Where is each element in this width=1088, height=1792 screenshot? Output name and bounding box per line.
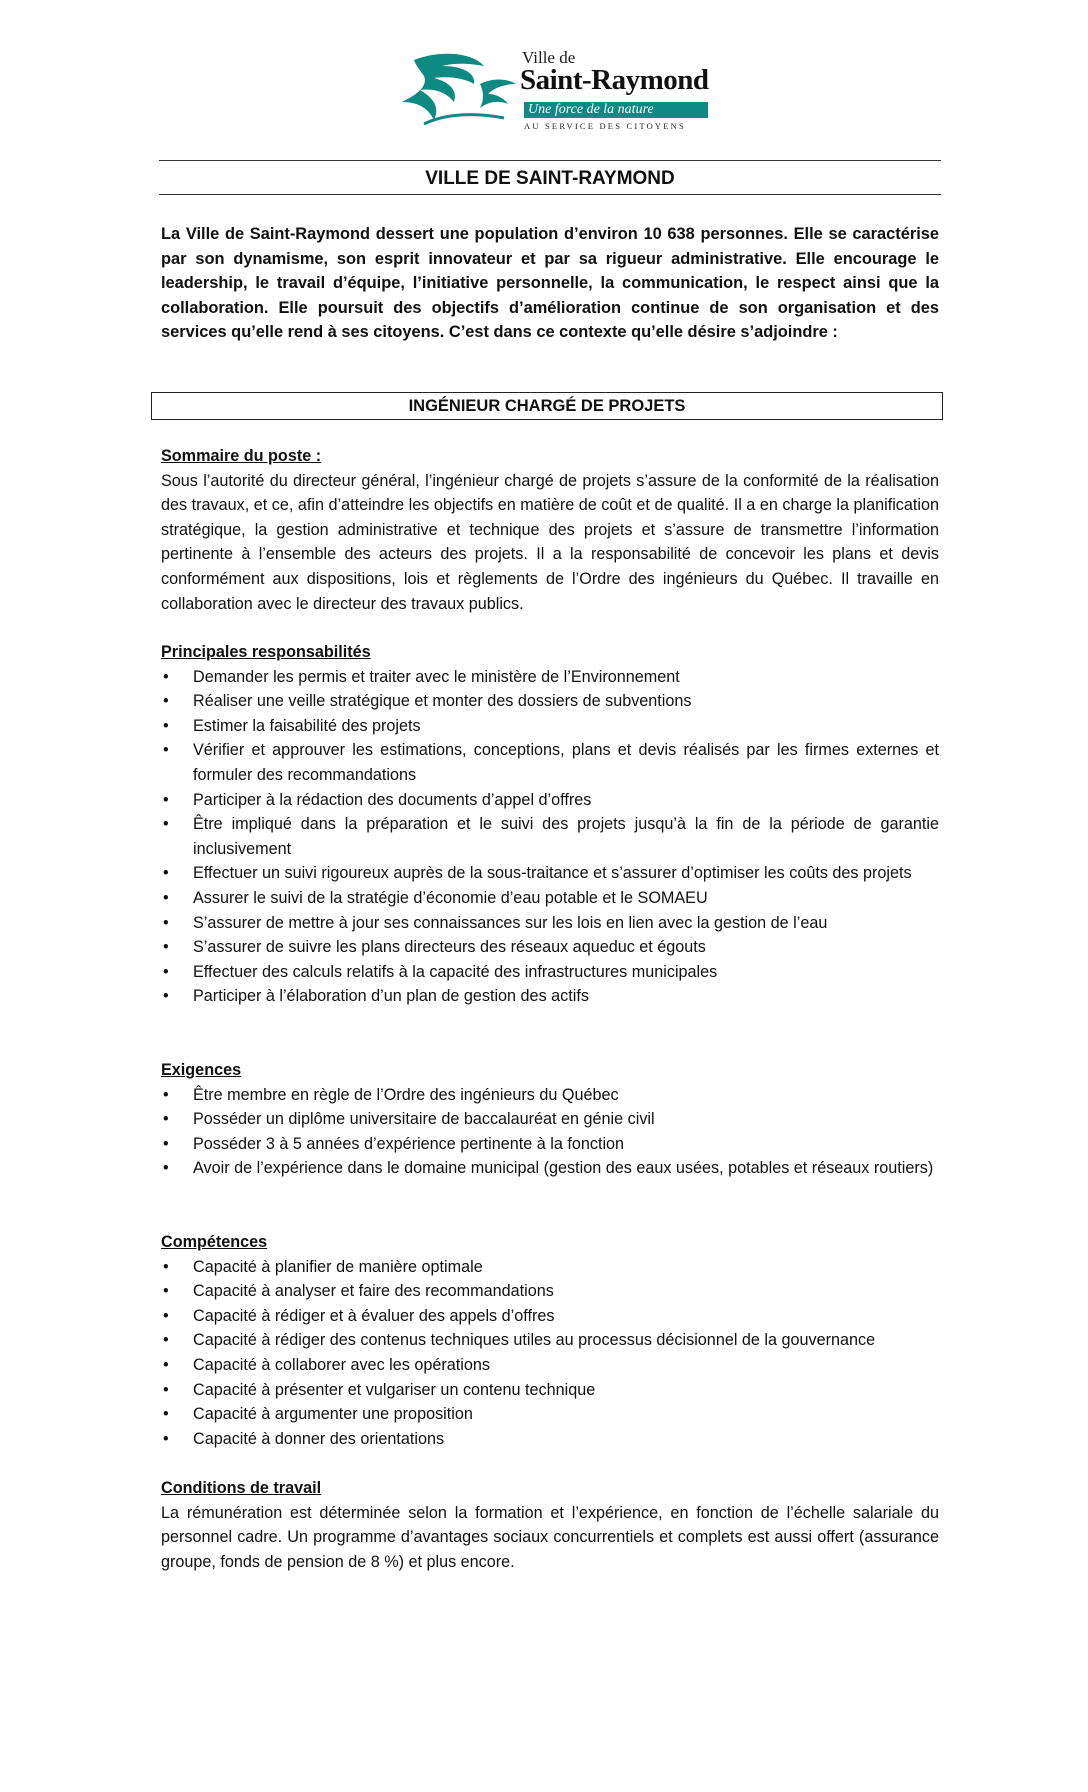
list-item-text: Être membre en règle de l’Ordre des ingénieurs du Québec <box>193 1085 619 1104</box>
list-item-text: Participer à l’élaboration d’un plan de gestion des actifs <box>193 987 589 1006</box>
bullet-icon: • <box>163 667 169 686</box>
bullet-icon: • <box>163 938 169 957</box>
logo-city-name: Saint-Raymond <box>520 64 709 96</box>
list-item <box>161 886 939 911</box>
list-item-text: Estimer la faisabilité des projets <box>193 716 421 735</box>
city-logo <box>394 44 714 134</box>
skills-heading: Compétences <box>161 1233 268 1251</box>
title-rule <box>159 194 941 195</box>
list-item-text: Demander les permis et traiter avec le ministère de l’Environnement <box>193 667 680 686</box>
list-item <box>161 861 939 886</box>
list-item <box>161 665 939 690</box>
list-item-text: Effectuer des calculs relatifs à la capacité des infrastructures municipales <box>193 962 718 981</box>
list-item <box>161 788 939 813</box>
requirements-list <box>161 1083 939 1181</box>
list-item <box>161 738 939 787</box>
summary-text: Sous l’autorité du directeur général, l’ingénieur chargé de projets s’assure de la conformité de la réalisation des travaux, et ce, afin d’atteindre les objectifs en matière de coût et de qualité. Il a en charge la planification stratégique, la gestion administrative et technique des projets et s’assure de transmettre l’information pertinente à l’ensemble des acteurs des projets. Il a la responsabilité de concevoir les plans et devis conformément aux dispositions, lois et règlements de l’Ordre des ingénieurs du Québec. Il travaille en collaboration avec le directeur des travaux publics. <box>161 471 939 613</box>
skills-section <box>161 1230 939 1451</box>
list-item-text: Réaliser une veille stratégique et monter des dossiers de subventions <box>193 692 692 711</box>
bullet-icon: • <box>163 1331 169 1350</box>
bullet-icon: • <box>163 1257 169 1276</box>
bullet-icon: • <box>163 1380 169 1399</box>
list-item-text: S’assurer de mettre à jour ses connaissances sur les lois en lien avec la gestion de l’eau <box>193 913 828 932</box>
list-item <box>161 1255 939 1280</box>
page-title: VILLE DE SAINT-RAYMOND <box>425 168 675 189</box>
list-item-text: Capacité à argumenter une proposition <box>193 1405 473 1424</box>
list-item-text: Capacité à analyser et faire des recommandations <box>193 1282 554 1301</box>
list-item-text: Avoir de l’expérience dans le domaine municipal (gestion des eaux usées, potables et réseaux routiers) <box>193 1159 934 1178</box>
list-item <box>161 689 939 714</box>
list-item-text: S’assurer de suivre les plans directeurs des réseaux aqueduc et égouts <box>193 938 706 957</box>
bullet-icon: • <box>163 1405 169 1424</box>
list-item-text: Posséder un diplôme universitaire de baccalauréat en génie civil <box>193 1110 655 1129</box>
bullet-icon: • <box>163 741 169 760</box>
list-item <box>161 960 939 985</box>
list-item <box>161 1083 939 1108</box>
bullet-icon: • <box>163 815 169 834</box>
list-item-text: Capacité à collaborer avec les opérations <box>193 1355 490 1374</box>
logo-emblem-icon <box>394 44 524 134</box>
bullet-icon: • <box>163 864 169 883</box>
summary-section <box>161 444 939 616</box>
list-item-text: Effectuer un suivi rigoureux auprès de la sous-traitance et s’assurer d’optimiser les coûts des projets <box>193 864 912 883</box>
bullet-icon: • <box>163 790 169 809</box>
list-item-text: Posséder 3 à 5 années d’expérience pertinente à la fonction <box>193 1134 625 1153</box>
list-item-text: Capacité à planifier de manière optimale <box>193 1257 483 1276</box>
job-title-box: INGÉNIEUR CHARGÉ DE PROJETS <box>151 392 943 420</box>
list-item <box>161 1156 939 1181</box>
bullet-icon: • <box>163 1134 169 1153</box>
logo-ville-text: Ville de <box>522 48 576 67</box>
list-item <box>161 1304 939 1329</box>
responsibilities-section <box>161 640 939 1009</box>
bullet-icon: • <box>163 1429 169 1448</box>
bullet-icon: • <box>163 716 169 735</box>
list-item <box>161 714 939 739</box>
list-item <box>161 984 939 1009</box>
list-item-text: Assurer le suivi de la stratégie d’économie d’eau potable et le SOMAEU <box>193 888 708 907</box>
bullet-icon: • <box>163 692 169 711</box>
list-item <box>161 911 939 936</box>
bullet-icon: • <box>163 962 169 981</box>
bullet-icon: • <box>163 913 169 932</box>
list-item-text: Participer à la rédaction des documents d’appel d’offres <box>193 790 592 809</box>
conditions-text: La rémunération est déterminée selon la formation et l’expérience, en fonction de l’échelle salariale du personnel cadre. Un programme d’avantages sociaux concurrentiels et complets est aussi offert (assurance groupe, fonds de pension de 8 %) et plus encore. <box>161 1503 939 1571</box>
list-item <box>161 1427 939 1452</box>
list-item <box>161 1402 939 1427</box>
list-item <box>161 1132 939 1157</box>
responsibilities-list <box>161 665 939 1009</box>
bullet-icon: • <box>163 987 169 1006</box>
responsibilities-heading: Principales responsabilités <box>161 643 371 661</box>
conditions-heading: Conditions de travail <box>161 1479 322 1497</box>
skills-list <box>161 1255 939 1452</box>
list-item <box>161 1279 939 1304</box>
list-item <box>161 1353 939 1378</box>
list-item-text: Capacité à présenter et vulgariser un contenu technique <box>193 1380 596 1399</box>
list-item <box>161 1378 939 1403</box>
summary-heading: Sommaire du poste : <box>161 447 322 465</box>
bullet-icon: • <box>163 1085 169 1104</box>
bullet-icon: • <box>163 1355 169 1374</box>
bullet-icon: • <box>163 1110 169 1129</box>
list-item-text: Vérifier et approuver les estimations, conceptions, plans et devis réalisés par les firmes externes et formuler des recommandations <box>193 741 939 784</box>
intro-paragraph: La Ville de Saint-Raymond dessert une population d’environ 10 638 personnes. Elle se caractérise par son dynamisme, son esprit innovateur et par sa rigueur administrative. Elle encourage le leadership, le travail d’équipe, l’initiative personnelle, la communication, le respect ainsi que la collaboration. Elle poursuit des objectifs d’amélioration continue de son organisation et des services qu’elle rend à ses citoyens. C’est dans ce contexte qu’elle désire s’adjoindre : <box>161 225 939 342</box>
logo-subline: AU SERVICE DES CITOYENS <box>524 121 686 131</box>
logo-slogan: Une force de la nature <box>524 102 708 118</box>
requirements-heading: Exigences <box>161 1061 242 1079</box>
conditions-section <box>161 1476 939 1574</box>
list-item <box>161 1328 939 1353</box>
list-item-text: Être impliqué dans la préparation et le suivi des projets jusqu’à la fin de la période de garantie inclusivement <box>193 815 939 858</box>
bullet-icon: • <box>163 1159 169 1178</box>
list-item <box>161 1107 939 1132</box>
top-rule <box>159 160 941 161</box>
list-item <box>161 812 939 861</box>
list-item-text: Capacité à rédiger et à évaluer des appels d’offres <box>193 1306 555 1325</box>
bullet-icon: • <box>163 1306 169 1325</box>
list-item-text: Capacité à donner des orientations <box>193 1429 445 1448</box>
list-item-text: Capacité à rédiger des contenus techniques utiles au processus décisionnel de la gouvernance <box>193 1331 876 1350</box>
bullet-icon: • <box>163 1282 169 1301</box>
list-item <box>161 935 939 960</box>
requirements-section <box>161 1058 939 1181</box>
bullet-icon: • <box>163 888 169 907</box>
